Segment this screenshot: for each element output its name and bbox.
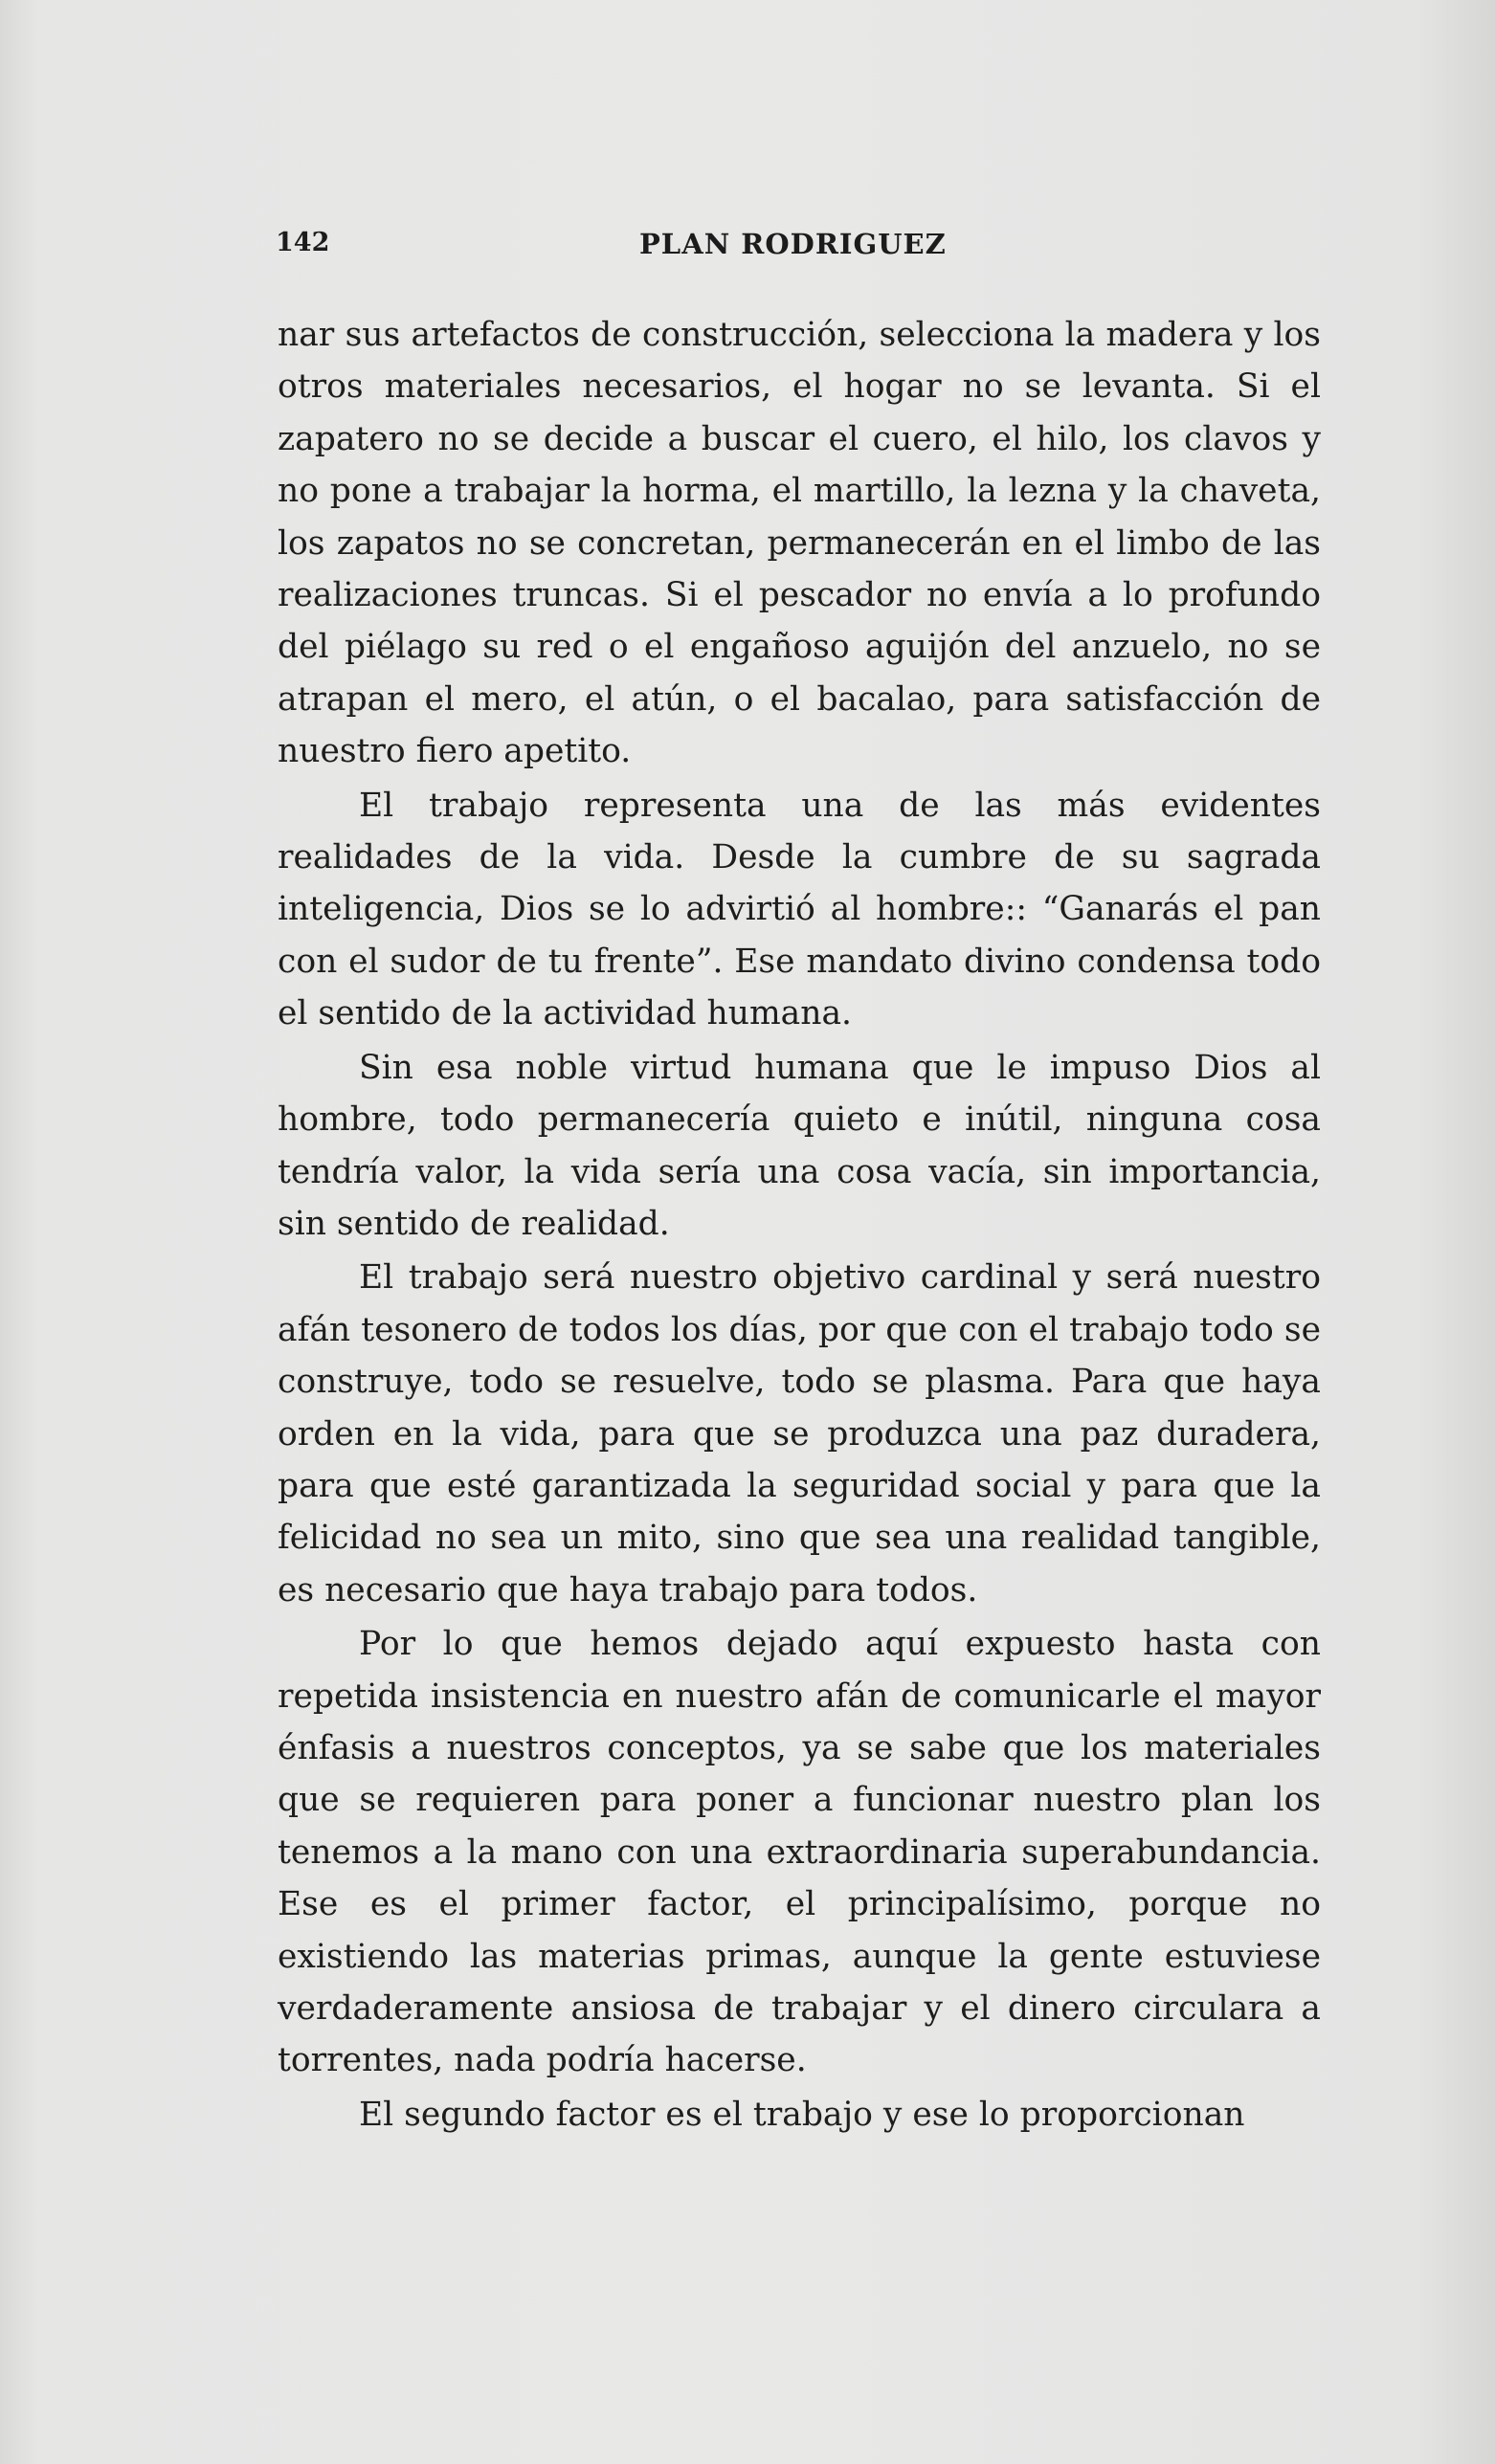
paragraph: Sin esa noble virtud humana que le impuso Dios al hombre, todo permanecería quieto e inútil, ninguna cosa tendría valor, la vida sería una cosa vacía, sin importancia, sin sentido de realidad. [278, 1048, 1321, 1243]
paragraph: nar sus artefactos de construcción, selecciona la madera y los otros materiales necesarios, el hogar no se levanta. Si el zapatero no se decide a buscar el cuero, el hilo, los clavos y no pone a trabajar la horma, el martillo, la lezna y la chaveta, los zapatos no se concretan, permanecerán en el limbo de las realizaciones truncas. Si el pescador no envía a lo profundo del piélago su red o el engañoso aguijón del anzuelo, no se atrapan el mero, el atún, o el bacalao, para satisfacción de nuestro fiero apetito. [278, 316, 1321, 771]
paragraph: El segundo factor es el trabajo y ese lo proporcionan [359, 2095, 1245, 2134]
paragraph: Por lo que hemos dejado aquí expuesto hasta con repetida insistencia en nuestro afán de comunicarle el mayor énfasis a nuestros conceptos, ya se sabe que los materiales que se requieren para poner a funcionar nuestro plan los tenemos a la mano con una extraordinaria superabundancia. Ese es el primer factor, el principalísimo, porque no existiendo las materias primas, aunque la gente estuviese verdaderamente ansiosa de trabajar y el dinero circulara a torrentes, nada podría hacerse. [278, 1625, 1321, 2080]
page-header [276, 228, 1319, 266]
body-text [278, 309, 1321, 2141]
running-title: PLAN RODRIGUEZ [639, 228, 947, 260]
page-number: 142 [276, 228, 330, 257]
paragraph: El trabajo será nuestro objetivo cardinal y será nuestro afán tesonero de todos los días, por que con el trabajo todo se construye, todo se resuelve, todo se plasma. Para que haya orden en la vida, para que se produzca una paz duradera, para que esté garantizada la seguridad social y para que la felicidad no sea un mito, sino que sea una realidad tangible, es necesario que haya trabajo para todos. [278, 1258, 1321, 1609]
paragraph: El trabajo representa una de las más evidentes realidades de la vida. Desde la cumbre de su sagrada inteligencia, Dios se lo advirtió al hombre:: “Ganarás el pan con el sudor de tu frente”. Ese mandato divino condensa todo el sentido de la actividad humana. [278, 786, 1321, 1033]
